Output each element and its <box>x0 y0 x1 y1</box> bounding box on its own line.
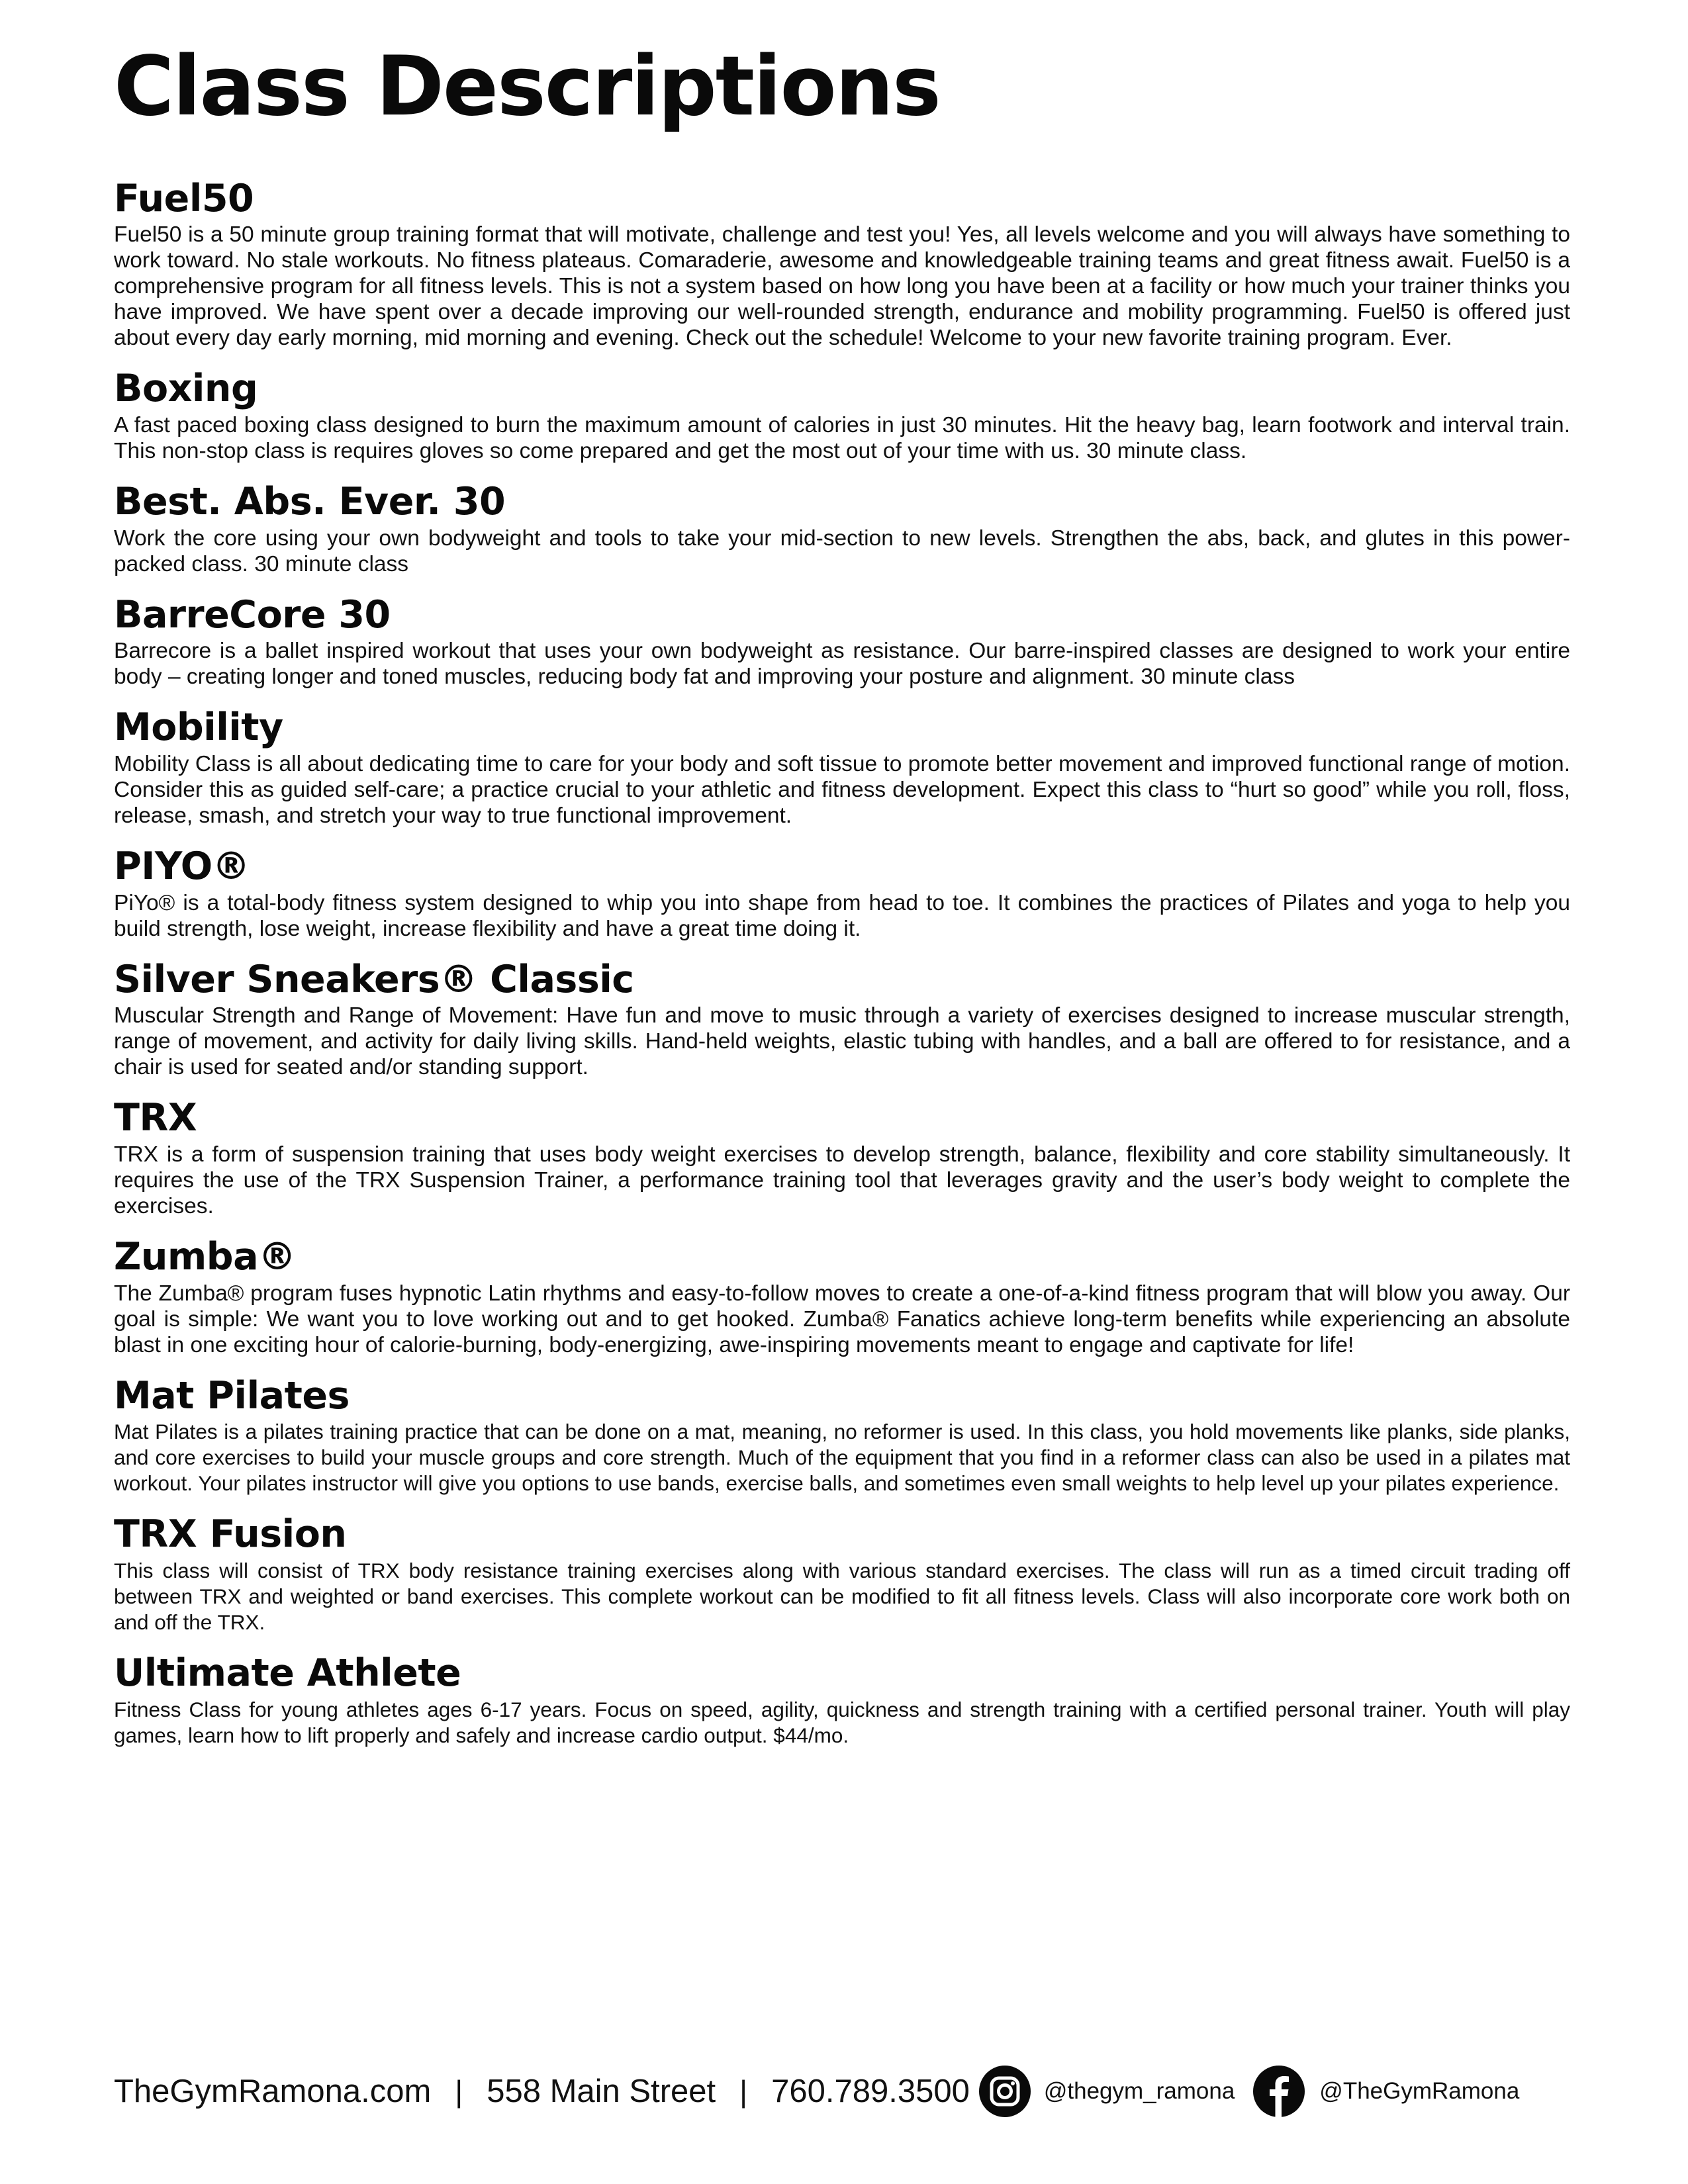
class-section-zumba <box>114 1236 1570 1358</box>
address-text: 558 Main Street <box>487 2073 716 2109</box>
class-name: Fuel50 <box>114 176 254 220</box>
class-description: PiYo® is a total-body fitness system designed to whip you into shape from head to toe. It combines the practices of Pilates and yoga to help you build strength, lose weight, increase flexibility and have a great time doing it. <box>114 890 1570 941</box>
class-description: This class will consist of TRX body resistance training exercises along with various standard exercises. The class will run as a timed circuit trading off between TRX and weighted or band exercises. This complete workout can be modified to fit all fitness levels. Class will also incorporate core work both on and off the TRX. <box>114 1559 1570 1635</box>
class-list <box>114 178 1570 1749</box>
class-section-ultimate-athlete <box>114 1653 1570 1749</box>
class-name: Mobility <box>114 705 283 750</box>
page <box>114 40 1570 1766</box>
class-description: TRX is a form of suspension training that uses body weight exercises to develop strength, balance, flexibility and core stability simultaneously. It requires the use of the TRX Suspension Trainer, a performance training tool that leverages gravity and the user’s body weight to complete the exercises. <box>114 1142 1570 1219</box>
class-description: Work the core using your own bodyweight and tools to take your mid-section to new levels. Strengthen the abs, back, and glutes in this power-packed class. 30 minute class <box>114 525 1570 576</box>
class-description: Fitness Class for young athletes ages 6-17 years. Focus on speed, agility, quickness and strength training with a certified personal trainer. Youth will play games, learn how to lift properly and safely and increase cardio output. $44/mo. <box>114 1697 1570 1747</box>
class-name: TRX <box>114 1096 197 1140</box>
class-name: PIYO® <box>114 844 250 889</box>
class-description: Muscular Strength and Range of Movement: Have fun and move to music through a variety of exercises designed to increase muscular strength, range of movement, and activity for daily living skills. Hand-held weights, elastic tubing with handles, and a ball are offered to for resistance, and a chair is used for seated and/or standing support. <box>114 1003 1570 1080</box>
class-name: BarreCore 30 <box>114 592 391 637</box>
class-section-trx <box>114 1097 1570 1219</box>
class-name: Mat Pilates <box>114 1373 350 1418</box>
instagram-icon[interactable] <box>979 2066 1031 2117</box>
class-name: TRX Fusion <box>114 1512 347 1557</box>
class-section-silver-sneakers <box>114 959 1570 1081</box>
class-description: Mobility Class is all about dedicating time to care for your body and soft tissue to promote better movement and improved functional range of motion. Consider this as guided self-care; a practice crucial to your athletic and fitness development. Expect this class to “hurt so good” while you roll, floss, release, smash, and stretch your way to true functional improvement. <box>114 752 1570 829</box>
class-section-best-abs-ever <box>114 481 1570 577</box>
facebook-icon[interactable] <box>1253 2066 1305 2117</box>
class-section-boxing <box>114 368 1570 464</box>
class-description: Barrecore is a ballet inspired workout that uses your own bodyweight as resistance. Our barre-inspired classes are designed to work your entire body – creating longer and toned muscles, reducing body fat and improving your posture and alignment. 30 minute class <box>114 639 1570 690</box>
instagram-handle[interactable]: @thegym_ramona <box>1043 2078 1235 2104</box>
footer-separator: | <box>455 2074 463 2109</box>
phone-link[interactable]: 760.789.3500 <box>771 2073 970 2109</box>
class-name: Silver Sneakers® Classic <box>114 957 634 1001</box>
class-section-mat-pilates <box>114 1375 1570 1497</box>
class-section-fuel50 <box>114 178 1570 351</box>
class-section-mobility <box>114 707 1570 829</box>
class-section-trx-fusion <box>114 1514 1570 1635</box>
class-name: Best. Abs. Ever. 30 <box>114 479 506 523</box>
class-description: Fuel50 is a 50 minute group training format that will motivate, challenge and test you! Yes, all levels welcome and you will always have something to work toward. No stale workouts. No fitness plateaus. Comaraderie, awesome and knowledgeable training teams and great fitness await. Fuel50 is a comprehensive program for all fitness levels. This is not a system based on how long you have been at a facility or how much your trainer thinks you have improved. We have spent over a decade improving our well-rounded strength, endurance and mobility programming. Fuel50 is offered just about every day early morning, mid morning and evening. Check out the schedule! Welcome to your new favorite training program. Ever. <box>114 222 1570 351</box>
website-link[interactable]: TheGymRamona.com <box>114 2073 432 2109</box>
facebook-handle[interactable]: @TheGymRamona <box>1319 2078 1520 2104</box>
class-name: Ultimate Athlete <box>114 1651 461 1696</box>
footer <box>114 2065 1577 2118</box>
class-section-barrecore <box>114 594 1570 690</box>
class-description: The Zumba® program fuses hypnotic Latin rhythms and easy-to-follow moves to create a one-of-a-kind fitness program that will blow you away. Our goal is simple: We want you to love working out and to get hooked. Zumba® Fanatics achieve long-term benefits while experiencing an absolute blast in one exciting hour of calorie-burning, body-energizing, awe-inspiring movements meant to engage and captivate for life! <box>114 1281 1570 1357</box>
footer-separator: | <box>739 2074 748 2109</box>
class-section-piyo <box>114 846 1570 942</box>
class-description: Mat Pilates is a pilates training practice that can be done on a mat, meaning, no reformer is used. In this class, you hold movements like planks, side planks, and core exercises to build your muscle groups and core strength. Much of the equipment that you find in a reformer class can also be used in a pilates mat workout. Your pilates instructor will give you options to use bands, exercise balls, and sometimes even small weights to help level up your pilates experience. <box>114 1420 1570 1496</box>
class-description: A fast paced boxing class designed to burn the maximum amount of calories in just 30 minutes. Hit the heavy bag, learn footwork and interval train. This non-stop class is requires gloves so come prepared and get the most out of your time with us. 30 minute class. <box>114 412 1570 463</box>
class-name: Zumba® <box>114 1235 296 1279</box>
class-name: Boxing <box>114 367 258 411</box>
page-title: Class Descriptions <box>114 39 940 134</box>
